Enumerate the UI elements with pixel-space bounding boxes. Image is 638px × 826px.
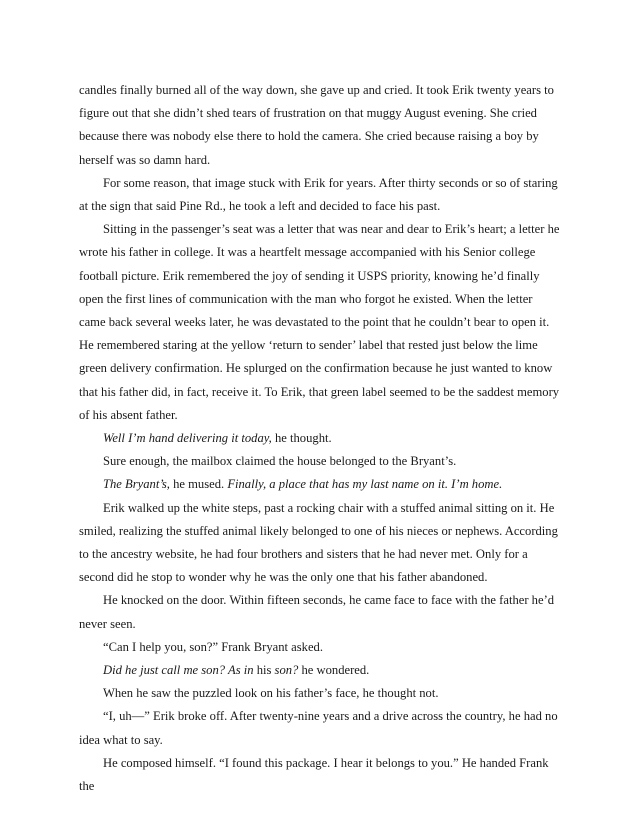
italic-text: son?: [274, 663, 299, 678]
italic-text: Well I’m hand delivering it today,: [103, 431, 272, 446]
paragraph: [79, 79, 561, 172]
text-run: For some reason, that image stuck with Erik for years. After thirty seconds or so of staring at the sign that said Pine Rd., he took a left and decided to face his past.: [79, 175, 558, 214]
italic-text: Did he just call me son? As in: [103, 663, 254, 678]
paragraph: [79, 705, 561, 751]
text-run: “Can I help you, son?” Frank Bryant asked.: [103, 639, 323, 654]
paragraph: [79, 450, 561, 473]
paragraph: [79, 497, 561, 590]
paragraph: [79, 218, 561, 427]
paragraph: [79, 636, 561, 659]
paragraph: [79, 682, 561, 705]
text-run: He knocked on the door. Within fifteen seconds, he came face to face with the father he’d never seen.: [79, 593, 555, 631]
text-run: Erik walked up the white steps, past a rocking chair with a stuffed animal sitting on it. He smiled, realizing the stuffed animal likely belonged to one of his nieces or nephews. According to the ancestry website, he had four brothers and sisters that he had never met. Only for a second did he stop to wonder why he was the only one that his father abandoned.: [79, 500, 558, 585]
text-run: he thought.: [271, 431, 332, 446]
paragraph: [79, 427, 561, 450]
paragraph: [79, 473, 561, 496]
text-run: his: [253, 663, 275, 678]
text-run: candles finally burned all of the way down, she gave up and cried. It took Erik twenty years to figure out that she didn’t shed tears of frustration on that muggy August evening. She cried because there was nobody else there to hold the camera. She cried because raising a boy by herself was so damn hard.: [79, 83, 554, 167]
paragraph: [79, 172, 561, 218]
text-run: He composed himself. “I found this package. I hear it belongs to you.” He handed Frank the: [79, 755, 549, 794]
text-run: he mused.: [169, 477, 228, 492]
paragraph: [79, 589, 561, 635]
text-run: Sitting in the passenger’s seat was a letter that was near and dear to Erik’s heart; a letter he wrote his father in college. It was a heartfelt message accompanied with his Senior college football picture. Erik remembered the joy of sending it USPS priority, knowing he’d finally open the first lines of communication with the man who forgot he existed. When the letter came back several weeks later, he was devastated to the point that he couldn’t bear to open it. He remembered staring at the yellow ‘return to sender’ label that rested just below the lime green delivery confirmation. He splurged on the confirmation because he just wanted to know that his father did, in fact, receive it. To Erik, that green label seemed to be the saddest memory of his absent father.: [79, 222, 560, 422]
text-run: he wondered.: [298, 663, 370, 678]
text-run: “I, uh—” Erik broke off. After twenty-nine years and a drive across the country, he had no idea what to say.: [79, 709, 558, 747]
text-run: Sure enough, the mailbox claimed the house belonged to the Bryant’s.: [103, 454, 457, 469]
italic-text: Finally, a place that has my last name on it. I’m home.: [227, 477, 503, 492]
italic-text: The Bryant’s,: [103, 477, 170, 492]
paragraph: [79, 659, 561, 682]
body-text: [79, 79, 561, 798]
text-run: When he saw the puzzled look on his father’s face, he thought not.: [103, 686, 439, 701]
paragraph: [79, 752, 561, 798]
